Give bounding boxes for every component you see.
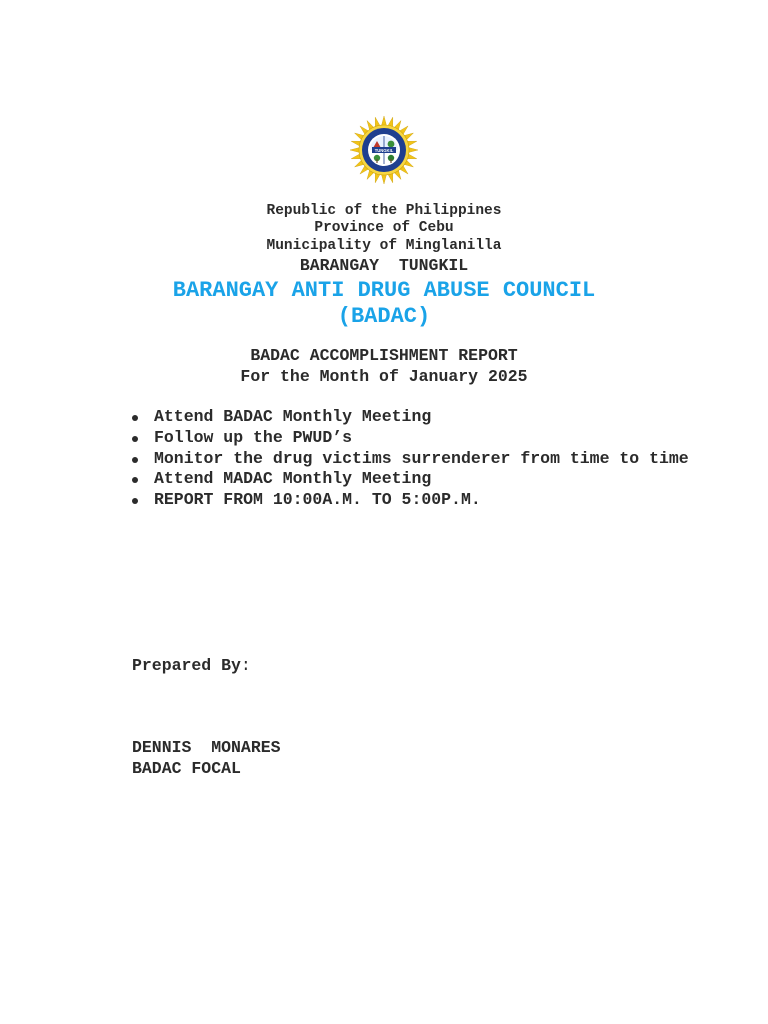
council-abbreviation: (BADAC) xyxy=(337,304,431,329)
bullet-icon xyxy=(132,477,138,483)
sun-ray xyxy=(381,174,386,184)
list-item xyxy=(132,407,692,428)
header-province: Province of Cebu xyxy=(314,220,454,236)
list-item xyxy=(132,469,692,490)
seal-label: TUNGKIL xyxy=(374,147,394,153)
list-item xyxy=(132,490,692,511)
bullet-icon xyxy=(132,436,138,442)
task-text: Attend MADAC Monthly Meeting xyxy=(154,469,432,489)
bullet-icon xyxy=(132,498,138,504)
report-title: BADAC ACCOMPLISHMENT REPORT xyxy=(250,346,518,365)
prepared-by-colon: : xyxy=(240,656,251,675)
header-municipality: Municipality of Minglanilla xyxy=(266,238,502,254)
task-text: Follow up the PWUD’s xyxy=(154,427,353,447)
task-text: REPORT FROM 10:00A.M. TO 5:00P.M. xyxy=(154,490,481,510)
task-list xyxy=(132,407,692,511)
signer-name: DENNIS MONARES xyxy=(132,738,281,757)
prepared-by-text: Prepared By xyxy=(132,656,241,675)
report-period: For the Month of January 2025 xyxy=(240,367,528,386)
header-barangay: BARANGAY TUNGKIL xyxy=(299,256,469,275)
task-text: Monitor the drug victims surrenderer from time to time xyxy=(154,448,689,468)
task-text: Attend BADAC Monthly Meeting xyxy=(154,407,432,426)
signer-title: BADAC FOCAL xyxy=(132,759,241,778)
council-name: BARANGAY ANTI DRUG ABUSE COUNCIL xyxy=(172,278,596,303)
bullet-icon xyxy=(132,457,138,463)
list-item xyxy=(132,428,692,449)
sun-ray xyxy=(408,147,418,152)
list-item xyxy=(132,449,692,470)
bullet-icon xyxy=(132,415,138,421)
prepared-by-label xyxy=(132,655,251,676)
sun-ray xyxy=(350,147,360,152)
barangay-seal-icon xyxy=(346,114,422,186)
sun-ray xyxy=(381,116,386,126)
header-republic: Republic of the Philippines xyxy=(266,203,502,219)
